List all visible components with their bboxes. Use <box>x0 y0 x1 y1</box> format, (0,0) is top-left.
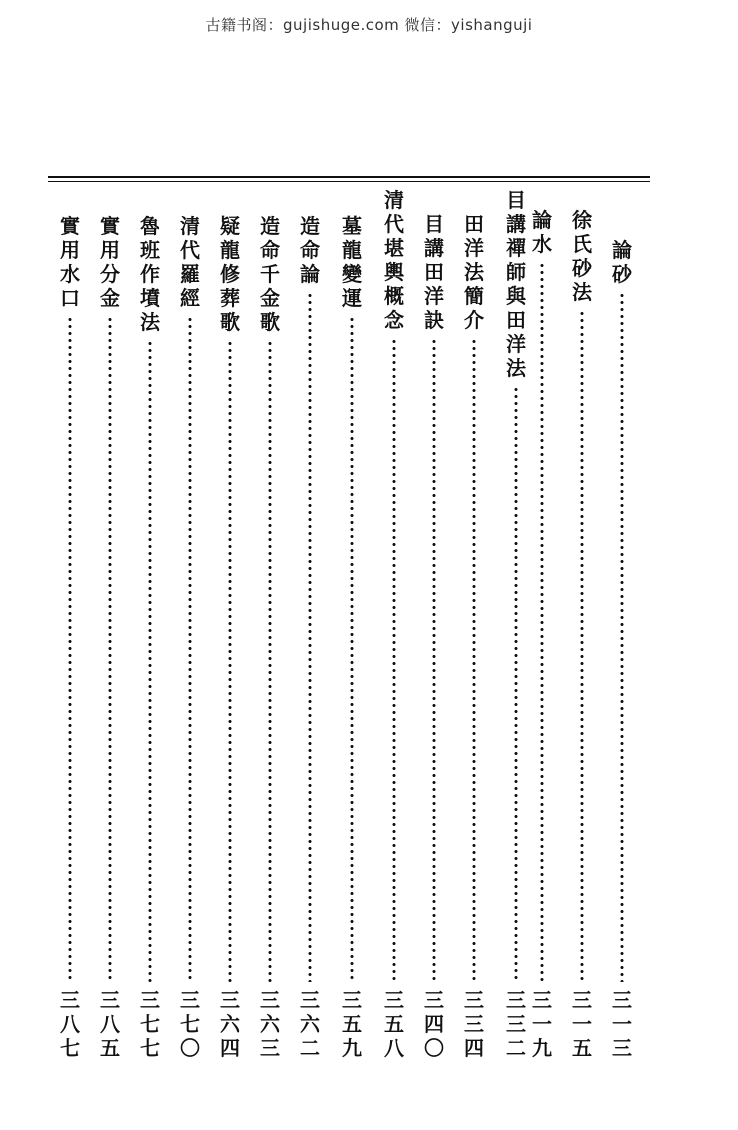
toc-entry-title: 徐 氏 砂 法 <box>572 208 592 304</box>
toc-entry-title: 論 水 <box>532 208 552 256</box>
toc-dot-leader <box>228 340 232 982</box>
toc-dot-leader <box>514 386 518 982</box>
toc-entry[interactable] <box>502 0 530 1130</box>
toc-entry[interactable] <box>296 0 324 1130</box>
toc-dot-leader <box>392 338 396 982</box>
toc-entry-title: 清 代 羅 經 <box>180 214 200 310</box>
toc-page-number: 三 六 二 <box>300 988 320 1060</box>
toc-dot-leader <box>472 338 476 982</box>
toc-entry[interactable] <box>256 0 284 1130</box>
toc-dot-leader <box>308 292 312 982</box>
toc-entry-title: 實 用 分 金 <box>100 214 120 310</box>
toc-page-number: 三 一 九 <box>532 988 552 1060</box>
toc-entry[interactable] <box>380 0 408 1130</box>
toc-page-number: 三 一 三 <box>612 988 632 1060</box>
toc-entry-title: 造 命 千 金 歌 <box>260 214 280 334</box>
toc-entry-title: 論 砂 <box>612 238 632 286</box>
toc-dot-leader <box>148 340 152 982</box>
toc-entry-title: 田 洋 法 簡 介 <box>464 212 484 332</box>
toc-page-number: 三 一 五 <box>572 988 592 1060</box>
toc-dot-leader <box>188 316 192 982</box>
toc-entry-title: 疑 龍 修 葬 歌 <box>220 214 240 334</box>
toc-entry-title: 魯 班 作 墳 法 <box>140 214 160 334</box>
toc-page-number: 三 三 二 <box>506 988 526 1060</box>
toc-page-number: 三 七 七 <box>140 988 160 1060</box>
toc-dot-leader <box>580 310 584 982</box>
toc-page-number: 三 六 四 <box>220 988 240 1060</box>
watermark-text: 古籍书阁：gujishuge.com 微信：yishanguji <box>205 16 533 34</box>
toc-page-number: 三 五 八 <box>384 988 404 1060</box>
toc-entry[interactable] <box>460 0 488 1130</box>
toc-entry[interactable] <box>420 0 448 1130</box>
toc-page-number: 三 五 九 <box>342 988 362 1060</box>
toc-page-number: 三 四 〇 <box>424 988 444 1060</box>
toc-dot-leader <box>620 292 624 982</box>
toc-entry-title: 造 命 論 <box>300 214 320 286</box>
toc-dot-leader <box>68 316 72 982</box>
toc-dot-leader <box>350 316 354 982</box>
toc-entry-title: 目 講 禪 師 與 田 洋 法 <box>506 188 526 380</box>
toc-entry[interactable] <box>338 0 366 1130</box>
toc-entry[interactable] <box>136 0 164 1130</box>
toc-page-number: 三 六 三 <box>260 988 280 1060</box>
toc-entry[interactable] <box>216 0 244 1130</box>
toc-entry[interactable] <box>608 0 636 1130</box>
toc-entry-title: 墓 龍 變 運 <box>342 214 362 310</box>
toc-dot-leader <box>268 340 272 982</box>
toc-page-number: 三 八 七 <box>60 988 80 1060</box>
toc-entry[interactable] <box>56 0 84 1130</box>
toc-page-number: 三 七 〇 <box>180 988 200 1060</box>
toc-page-number: 三 三 四 <box>464 988 484 1060</box>
toc-entry[interactable] <box>176 0 204 1130</box>
toc-dot-leader <box>540 262 544 982</box>
toc-page-number: 三 八 五 <box>100 988 120 1060</box>
toc-dot-leader <box>432 338 436 982</box>
toc-entry[interactable] <box>96 0 124 1130</box>
toc-entry-title: 實 用 水 口 <box>60 214 80 310</box>
toc-entry[interactable] <box>528 0 556 1130</box>
toc-entry-title: 清 代 堪 輿 概 念 <box>384 188 404 332</box>
toc-entry[interactable] <box>568 0 596 1130</box>
toc-entry-title: 目 講 田 洋 訣 <box>424 212 444 332</box>
toc-dot-leader <box>108 316 112 982</box>
